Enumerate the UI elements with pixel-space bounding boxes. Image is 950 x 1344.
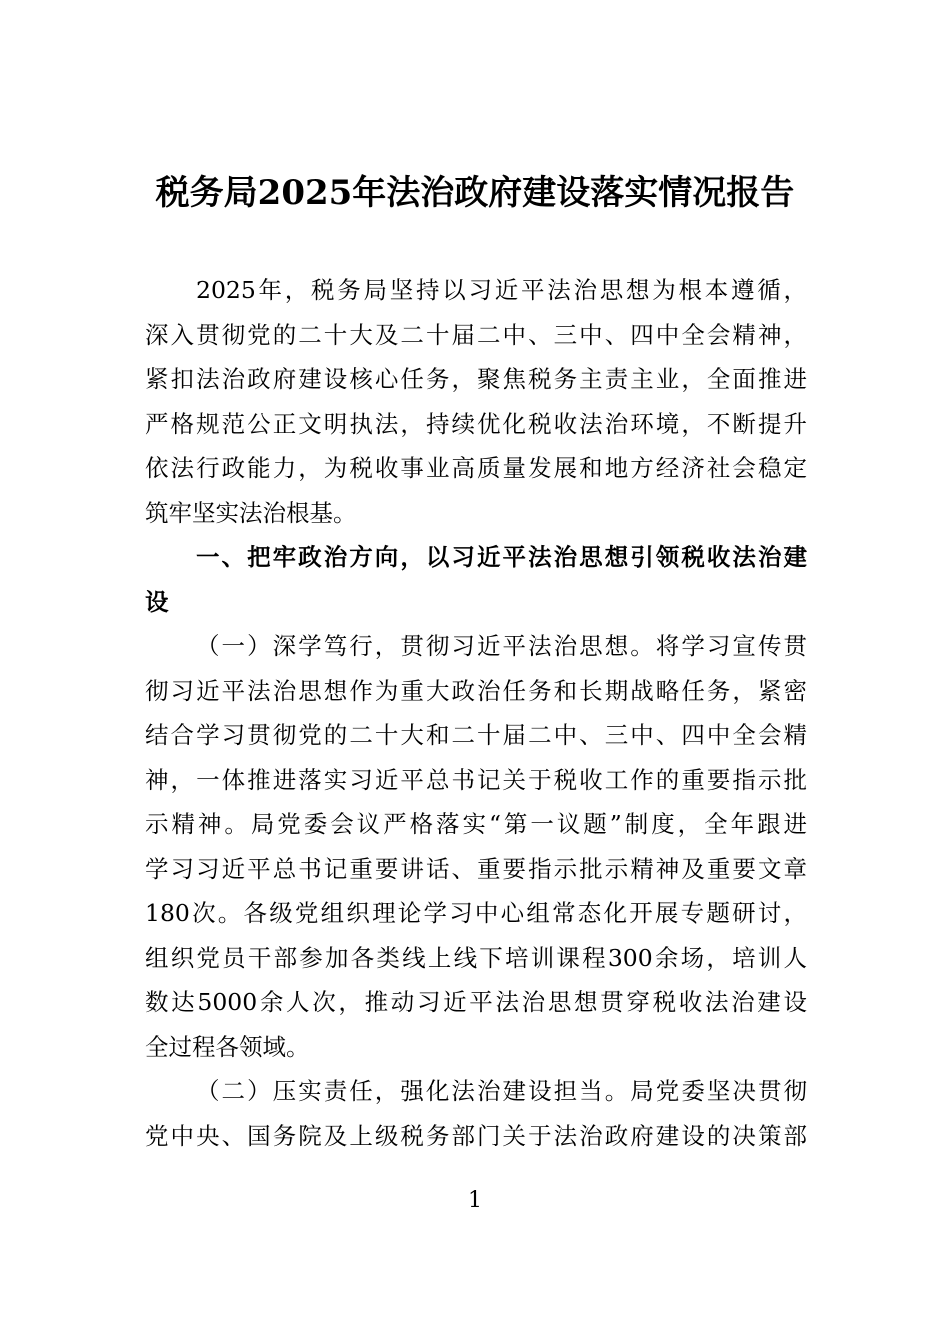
- line-text: 2025年，税务局坚持以习近平法治思想为根本遵循，: [196, 276, 807, 304]
- paragraph-line: [145, 669, 807, 714]
- line-text: 全过程各领域。: [145, 1032, 310, 1061]
- line-text: 学习习近平总书记重要讲话、重要指示批示精神及重要文章: [145, 854, 807, 883]
- line-text: 180次。各级党组织理论学习中心组常态化开展专题研讨，: [145, 899, 807, 927]
- paragraph-line: [145, 624, 807, 669]
- paragraph-line: [145, 491, 807, 536]
- paragraph-line: [145, 402, 807, 447]
- paragraph-line: [145, 446, 807, 491]
- line-text: 将学习宣传贯: [655, 632, 807, 660]
- paragraph-line: [145, 758, 807, 803]
- paragraph-line: [145, 936, 807, 981]
- line-text: 示精神。局党委会议严格落实“第一议题”制度，全年跟进: [145, 810, 807, 838]
- line-text: 一、把牢政治方向，以习近平法治思想引领税收法治建: [196, 543, 807, 571]
- document-title: 税务局2025年法治政府建设落实情况报告: [155, 173, 795, 213]
- paragraph-line: [145, 1025, 807, 1070]
- paragraph-line: [145, 313, 807, 358]
- paragraph-line: [145, 847, 807, 892]
- line-text: 筑牢坚实法治根基。: [145, 498, 357, 527]
- subsection-heading: （二）压实责任，强化法治建设担当。: [196, 1077, 631, 1105]
- line-text: 结合学习贯彻党的二十大和二十届二中、三中、四中全会精: [145, 721, 807, 749]
- line-text: 数达5000余人次，推动习近平法治思想贯穿税收法治建设: [145, 988, 807, 1016]
- line-text: 组织党员干部参加各类线上线下培训课程300余场，培训人: [145, 943, 807, 972]
- paragraph-line: [145, 980, 807, 1025]
- subsection-heading: （一）深学笃行，贯彻习近平法治思想。: [196, 632, 656, 660]
- line-text: 局党委坚决贯彻: [630, 1077, 807, 1105]
- paragraph-line: [145, 891, 807, 936]
- line-text: 党中央、国务院及上级税务部门关于法治政府建设的决策部: [145, 1121, 807, 1150]
- paragraph-line: [145, 268, 807, 313]
- line-text: 神，一体推进落实习近平总书记关于税收工作的重要指示批: [145, 765, 807, 794]
- paragraph-line: [145, 713, 807, 758]
- line-text: 深入贯彻党的二十大及二十届二中、三中、四中全会精神，: [145, 320, 807, 349]
- line-text: 依法行政能力，为税收事业高质量发展和地方经济社会稳定: [145, 454, 807, 482]
- line-text: 设: [145, 587, 169, 616]
- paragraph-line: [145, 802, 807, 847]
- paragraph-line: [145, 357, 807, 402]
- page-number: 1: [468, 1188, 482, 1213]
- line-text: 严格规范公正文明执法，持续优化税收法治环境，不断提升: [145, 409, 807, 438]
- line-text: 彻习近平法治思想作为重大政治任务和长期战略任务，紧密: [145, 676, 807, 705]
- paragraph-line: [145, 1069, 807, 1114]
- line-text: 紧扣法治政府建设核心任务，聚焦税务主责主业，全面推进: [145, 365, 807, 393]
- paragraph-line: [145, 1114, 807, 1159]
- section-heading-line: [145, 535, 807, 580]
- document-body: [145, 268, 807, 1158]
- section-heading-line: [145, 580, 807, 625]
